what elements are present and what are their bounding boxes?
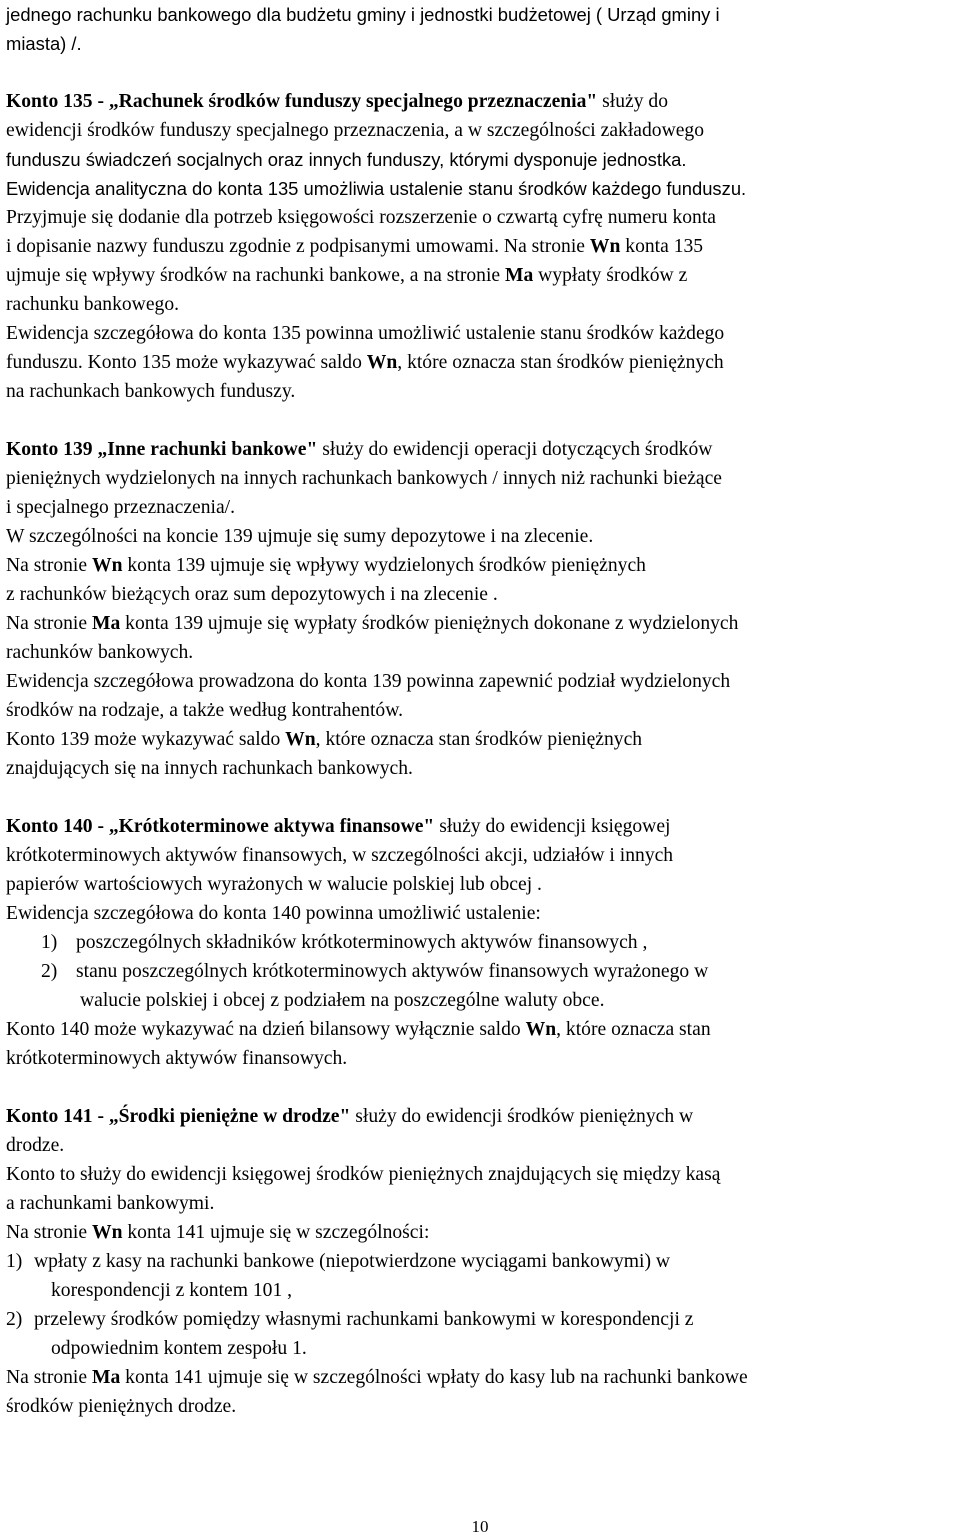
text-line: ewidencji środków funduszy specjalnego przeznaczenia, a w szczególności zakładowego bbox=[6, 120, 705, 141]
list-item: 2) przelewy środków pomiędzy własnymi rachunkami bankowymi w korespondencji z bbox=[6, 1309, 694, 1330]
text-line: i specjalnego przeznaczenia/. bbox=[6, 497, 236, 518]
text-line: na rachunkach bankowych funduszy. bbox=[6, 381, 296, 402]
text-line: Ewidencja szczegółowa do konta 135 powinna umożliwić ustalenie stanu środków każdego bbox=[6, 323, 725, 344]
list-item-continuation: odpowiednim kontem zespołu 1. bbox=[51, 1338, 307, 1359]
text-line: jednego rachunku bankowego dla budżetu gminy i jednostki budżetowej ( Urząd gminy i bbox=[6, 4, 720, 25]
list-item-continuation: korespondencji z kontem 101 , bbox=[51, 1280, 293, 1301]
section-heading: Konto 141 - „Środki pieniężne w drodze" bbox=[6, 1106, 351, 1127]
text-line: rachunku bankowego. bbox=[6, 294, 180, 315]
text-line: krótkoterminowych aktywów finansowych. bbox=[6, 1048, 348, 1069]
section-heading: Konto 140 - „Krótkoterminowe aktywa finansowe" bbox=[6, 816, 435, 837]
list-item: 2) stanu poszczególnych krótkoterminowych aktywów finansowych wyrażonego w bbox=[41, 961, 709, 982]
text-line: pieniężnych wydzielonych na innych rachunkach bankowych / innych niż rachunki bieżące bbox=[6, 468, 722, 489]
section-konto-140: Konto 140 - „Krótkoterminowe aktywa finansowe" służy do ewidencji księgowej krótkoterminowych aktywów finansowych, w szczególności akcji, udziałów i innych papierów wartościowych wyrażonych w walucie polskiej lub obcej . Ewidencja szczegółowa do konta 140 powinna umożliwić ustalenie: 1) poszczególnych składników krótkoterminowych aktywów finansowych , 2) stanu poszczególnych krótkoterminowych aktywów finansowych wyrażonego w walucie polskiej i obcej z podziałem na poszczególne waluty obce. Konto 140 może wykazywać na dzień bilansowy wyłącznie saldo Wn, które oznacza stan krótkoterminowych aktywów finansowych. bbox=[6, 812, 954, 1073]
section-heading: Konto 139 „Inne rachunki bankowe" bbox=[6, 439, 318, 460]
document-page bbox=[6, 0, 954, 1421]
text-line: Przyjmuje się dodanie dla potrzeb księgowości rozszerzenie o czwartą cyfrę numeru konta bbox=[6, 207, 716, 228]
intro-paragraph bbox=[6, 0, 954, 58]
text-line: funduszu świadczeń socjalnych oraz innych funduszy, którymi dysponuje jednostka. bbox=[6, 149, 687, 170]
text-line: rachunków bankowych. bbox=[6, 642, 194, 663]
text-line: środków na rodzaje, a także według kontrahentów. bbox=[6, 700, 403, 721]
text-line: Ewidencja szczegółowa prowadzona do konta 139 powinna zapewnić podział wydzielonych bbox=[6, 671, 731, 692]
section-konto-141: Konto 141 - „Środki pieniężne w drodze" służy do ewidencji środków pieniężnych w drodze. Konto to służy do ewidencji księgowej środków pieniężnych znajdujących się między kasą a rachunkami bankowymi. Na stronie Wn konta 141 ujmuje się w szczególności: 1) wpłaty z kasy na rachunki bankowe (niepotwierdzone wyciągami bankowymi) w korespondencji z kontem 101 , 2) przelewy środków pomiędzy własnymi rachunkami bankowymi w korespondencji z odpowiednim kontem zespołu 1. Na stronie Ma konta 141 ujmuje się w szczególności wpłaty do kasy lub na rachunki bankowe środków pieniężnych drodze. bbox=[6, 1102, 954, 1421]
list-item: 1) poszczególnych składników krótkoterminowych aktywów finansowych , bbox=[41, 932, 648, 953]
text-line: znajdujących się na innych rachunkach bankowych. bbox=[6, 758, 413, 779]
text-line: W szczególności na koncie 139 ujmuje się sumy depozytowe i na zlecenie. bbox=[6, 526, 594, 547]
section-konto-135: Konto 135 - „Rachunek środków funduszy specjalnego przeznaczenia" służy do ewidencji środków funduszy specjalnego przeznaczenia, a w szczególności zakładowego funduszu świadczeń socjalnych oraz innych funduszy, którymi dysponuje jednostka. Ewidencja analityczna do konta 135 umożliwia ustalenie stanu środków każdego funduszu. Przyjmuje się dodanie dla potrzeb księgowości rozszerzenie o czwartą cyfrę numeru konta i dopisanie nazwy funduszu zgodnie z podpisanymi umowami. Na stronie Wn konta 135 ujmuje się wpływy środków na rachunki bankowe, a na stronie Ma wypłaty środków z rachunku bankowego. Ewidencja szczegółowa do konta 135 powinna umożliwić ustalenie stanu środków każdego funduszu. Konto 135 może wykazywać saldo Wn, które oznacza stan środków pieniężnych na rachunkach bankowych funduszy. bbox=[6, 87, 954, 406]
list-item-continuation: walucie polskiej i obcej z podziałem na poszczególne waluty obce. bbox=[80, 990, 605, 1011]
text-line: Ewidencja szczegółowa do konta 140 powinna umożliwić ustalenie: bbox=[6, 903, 541, 924]
text-line: Konto to służy do ewidencji księgowej środków pieniężnych znajdujących się między kasą bbox=[6, 1164, 721, 1185]
section-konto-139: Konto 139 „Inne rachunki bankowe" służy do ewidencji operacji dotyczących środków pieniężnych wydzielonych na innych rachunkach bankowych / innych niż rachunki bieżące i specjalnego przeznaczenia/. W szczególności na koncie 139 ujmuje się sumy depozytowe i na zlecenie. Na stronie Wn konta 139 ujmuje się wpływy wydzielonych środków pieniężnych z rachunków bieżących oraz sum depozytowych i na zlecenie . Na stronie Ma konta 139 ujmuje się wypłaty środków pieniężnych dokonane z wydzielonych rachunków bankowych. Ewidencja szczegółowa prowadzona do konta 139 powinna zapewnić podział wydzielonych środków na rodzaje, a także według kontrahentów. Konto 139 może wykazywać saldo Wn, które oznacza stan środków pieniężnych znajdujących się na innych rachunkach bankowych. bbox=[6, 435, 954, 783]
text-line: krótkoterminowych aktywów finansowych, w szczególności akcji, udziałów i innych bbox=[6, 845, 674, 866]
page-number: 10 bbox=[471, 1517, 489, 1536]
text-line: drodze. bbox=[6, 1135, 65, 1156]
text-line: Ewidencja analityczna do konta 135 umożliwia ustalenie stanu środków każdego funduszu. bbox=[6, 178, 747, 199]
text-line: miasta) /. bbox=[6, 33, 82, 54]
text-line: środków pieniężnych drodze. bbox=[6, 1396, 237, 1417]
text-line: papierów wartościowych wyrażonych w walucie polskiej lub obcej . bbox=[6, 874, 542, 895]
list-item: 1) wpłaty z kasy na rachunki bankowe (niepotwierdzone wyciągami bankowymi) w bbox=[6, 1251, 671, 1272]
text-line: a rachunkami bankowymi. bbox=[6, 1193, 215, 1214]
text-line: z rachunków bieżących oraz sum depozytowych i na zlecenie . bbox=[6, 584, 498, 605]
section-heading: Konto 135 - „Rachunek środków funduszy specjalnego przeznaczenia" bbox=[6, 91, 598, 112]
